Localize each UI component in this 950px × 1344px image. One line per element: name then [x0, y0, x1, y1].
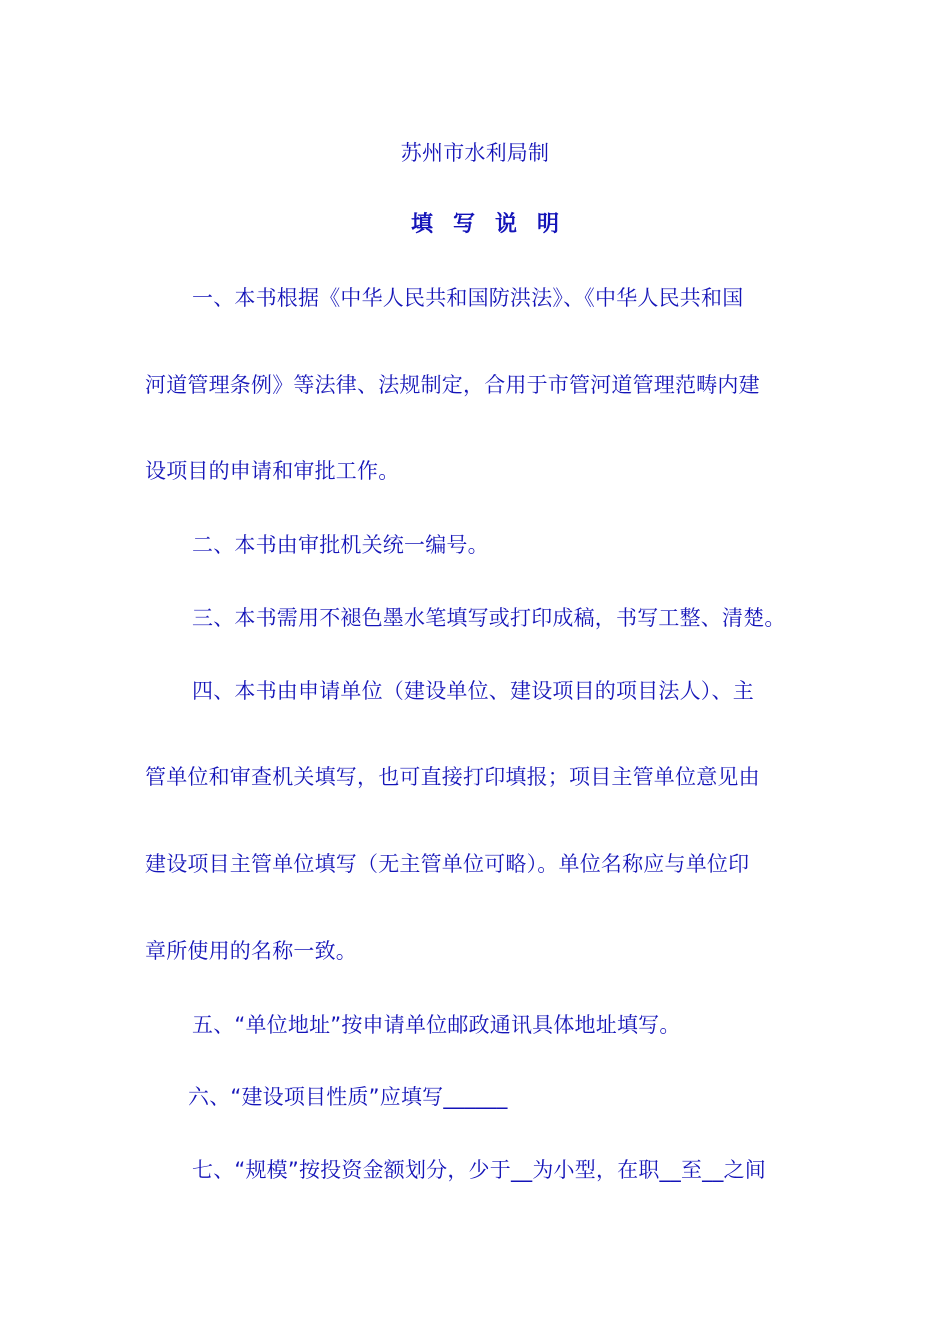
- page-title: 填写说明: [410, 212, 579, 237]
- paragraph-5: 五、“单位地址”按申请单位邮政通讯具体地址填写。: [192, 1013, 681, 1037]
- paragraph-7: 七、“规模”按投资金额划分，少于__为小型，在职__至__之间: [192, 1158, 766, 1182]
- paragraph-1-line-1: 一、本书根据《中华人民共和国防洪法》、《中华人民共和国: [192, 286, 744, 310]
- paragraph-1-line-3: 设项目的申请和审批工作。: [145, 459, 400, 483]
- paragraph-6: 六、“建设项目性质”应填写______: [188, 1085, 508, 1109]
- paragraph-4-line-4: 章所使用的名称一致。: [145, 939, 357, 963]
- paragraph-4-line-3: 建设项目主管单位填写（无主管单位可略）。单位名称应与单位印: [145, 852, 750, 876]
- paragraph-4-line-2: 管单位和审查机关填写，也可直接打印填报；项目主管单位意见由: [145, 765, 760, 789]
- paragraph-1-line-2: 河道管理条例》等法律、法规制定，合用于市管河道管理范畴内建: [145, 373, 760, 397]
- paragraph-2: 二、本书由审批机关统一编号。: [192, 533, 489, 557]
- paragraph-3: 三、本书需用不褪色墨水笔填写或打印成稿，书写工整、清楚。: [192, 606, 786, 630]
- issuer-line: 苏州市水利局制: [400, 141, 550, 165]
- paragraph-4-line-1: 四、本书由申请单位（建设单位、建设项目的项目法人）、主: [192, 679, 754, 703]
